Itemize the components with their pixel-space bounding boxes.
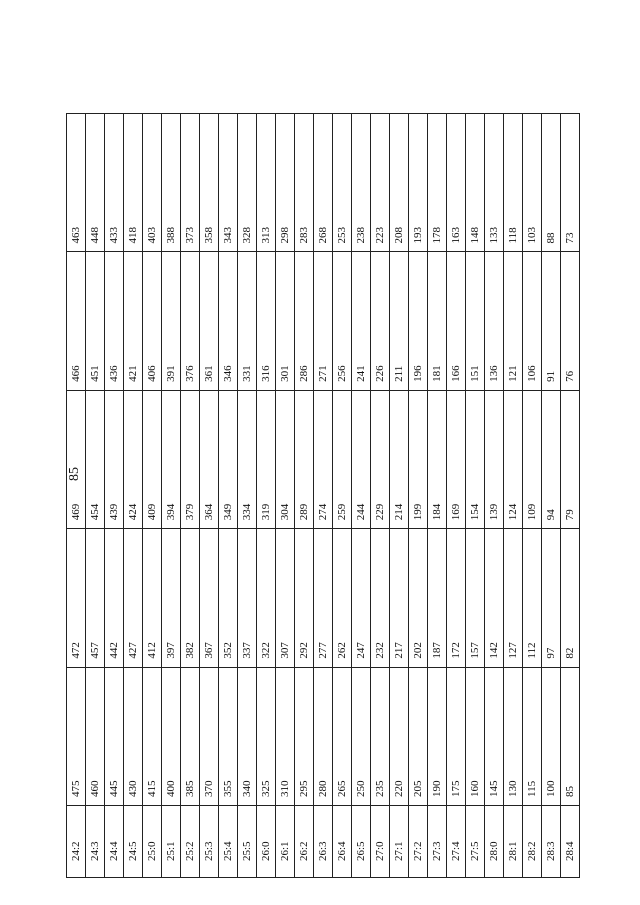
value-cell: 199 — [409, 390, 428, 528]
value-cell: 316 — [257, 252, 276, 390]
value-cell: 88 — [542, 114, 561, 252]
value-cell: 94 — [542, 390, 561, 528]
table-row — [371, 114, 390, 878]
value-cell: 403 — [143, 114, 162, 252]
value-cell: 328 — [238, 114, 257, 252]
value-cell: 250 — [352, 667, 371, 805]
value-cell: 355 — [219, 667, 238, 805]
value-cell: 427 — [124, 529, 143, 667]
value-cell: 274 — [314, 390, 333, 528]
value-cell: 247 — [352, 529, 371, 667]
value-cell: 289 — [295, 390, 314, 528]
value-cell: 379 — [181, 390, 200, 528]
table-row — [314, 114, 333, 878]
value-cell: 205 — [409, 667, 428, 805]
table-row — [466, 114, 485, 878]
table-row — [257, 114, 276, 878]
value-cell: 358 — [200, 114, 219, 252]
value-cell: 298 — [276, 114, 295, 252]
value-cell: 448 — [86, 114, 105, 252]
value-cell: 433 — [105, 114, 124, 252]
row-label-cell: 25:5 — [238, 806, 257, 878]
value-cell: 430 — [124, 667, 143, 805]
value-cell: 142 — [485, 529, 504, 667]
table-body — [67, 114, 580, 878]
value-cell: 103 — [523, 114, 542, 252]
value-cell: 160 — [466, 667, 485, 805]
value-cell: 145 — [485, 667, 504, 805]
value-cell: 265 — [333, 667, 352, 805]
row-label-cell: 27:2 — [409, 806, 428, 878]
table-row — [390, 114, 409, 878]
value-cell: 91 — [542, 252, 561, 390]
value-cell: 175 — [447, 667, 466, 805]
page-number-text: 85 — [67, 467, 82, 481]
value-cell: 100 — [542, 667, 561, 805]
value-cell: 409 — [143, 390, 162, 528]
row-label-cell: 26:1 — [276, 806, 295, 878]
value-cell: 235 — [371, 667, 390, 805]
value-cell: 229 — [371, 390, 390, 528]
table-row — [276, 114, 295, 878]
value-cell: 127 — [504, 529, 523, 667]
value-cell: 244 — [352, 390, 371, 528]
value-cell: 364 — [200, 390, 219, 528]
row-label-cell: 28:1 — [504, 806, 523, 878]
data-table — [66, 113, 580, 878]
row-label-cell: 27:4 — [447, 806, 466, 878]
value-cell: 172 — [447, 529, 466, 667]
value-cell: 169 — [447, 390, 466, 528]
table-row — [447, 114, 466, 878]
value-cell: 163 — [447, 114, 466, 252]
value-cell: 79 — [561, 390, 580, 528]
value-cell: 118 — [504, 114, 523, 252]
row-label-cell: 25:3 — [200, 806, 219, 878]
value-cell: 469 — [67, 390, 86, 528]
value-cell: 463 — [67, 114, 86, 252]
value-cell: 109 — [523, 390, 542, 528]
table-row — [504, 114, 523, 878]
value-cell: 193 — [409, 114, 428, 252]
value-cell: 124 — [504, 390, 523, 528]
value-cell: 283 — [295, 114, 314, 252]
value-cell: 334 — [238, 390, 257, 528]
row-label-cell: 25:4 — [219, 806, 238, 878]
value-cell: 139 — [485, 390, 504, 528]
table-row — [428, 114, 447, 878]
value-cell: 286 — [295, 252, 314, 390]
value-cell: 151 — [466, 252, 485, 390]
value-cell: 382 — [181, 529, 200, 667]
value-cell: 202 — [409, 529, 428, 667]
table-row — [409, 114, 428, 878]
value-cell: 415 — [143, 667, 162, 805]
value-cell: 181 — [428, 252, 447, 390]
row-label-cell: 24:5 — [124, 806, 143, 878]
value-cell: 76 — [561, 252, 580, 390]
table-row — [542, 114, 561, 878]
value-cell: 349 — [219, 390, 238, 528]
value-cell: 157 — [466, 529, 485, 667]
value-cell: 187 — [428, 529, 447, 667]
value-cell: 331 — [238, 252, 257, 390]
value-cell: 292 — [295, 529, 314, 667]
table-row — [561, 114, 580, 878]
row-label-cell: 28:4 — [561, 806, 580, 878]
value-cell: 343 — [219, 114, 238, 252]
value-cell: 277 — [314, 529, 333, 667]
value-cell: 445 — [105, 667, 124, 805]
row-label-cell: 27:1 — [390, 806, 409, 878]
value-cell: 148 — [466, 114, 485, 252]
row-label-cell: 28:2 — [523, 806, 542, 878]
value-cell: 130 — [504, 667, 523, 805]
table-row — [105, 114, 124, 878]
row-label-cell: 25:2 — [181, 806, 200, 878]
value-cell: 301 — [276, 252, 295, 390]
value-cell: 97 — [542, 529, 561, 667]
value-cell: 271 — [314, 252, 333, 390]
value-cell: 361 — [200, 252, 219, 390]
value-cell: 325 — [257, 667, 276, 805]
value-cell: 154 — [466, 390, 485, 528]
value-cell: 319 — [257, 390, 276, 528]
value-cell: 457 — [86, 529, 105, 667]
value-cell: 400 — [162, 667, 181, 805]
value-cell: 454 — [86, 390, 105, 528]
value-cell: 412 — [143, 529, 162, 667]
table-row — [219, 114, 238, 878]
value-cell: 184 — [428, 390, 447, 528]
value-cell: 178 — [428, 114, 447, 252]
value-cell: 112 — [523, 529, 542, 667]
value-cell: 232 — [371, 529, 390, 667]
row-label-cell: 24:3 — [86, 806, 105, 878]
value-cell: 136 — [485, 252, 504, 390]
value-cell: 421 — [124, 252, 143, 390]
row-label-cell: 26:3 — [314, 806, 333, 878]
row-label-cell: 26:2 — [295, 806, 314, 878]
value-cell: 337 — [238, 529, 257, 667]
value-cell: 256 — [333, 252, 352, 390]
value-cell: 106 — [523, 252, 542, 390]
value-cell: 313 — [257, 114, 276, 252]
value-cell: 340 — [238, 667, 257, 805]
row-label-cell: 27:5 — [466, 806, 485, 878]
value-cell: 190 — [428, 667, 447, 805]
value-cell: 370 — [200, 667, 219, 805]
value-cell: 214 — [390, 390, 409, 528]
value-cell: 418 — [124, 114, 143, 252]
value-cell: 439 — [105, 390, 124, 528]
row-label-cell: 25:0 — [143, 806, 162, 878]
value-cell: 304 — [276, 390, 295, 528]
row-label-cell: 27:0 — [371, 806, 390, 878]
table-row — [143, 114, 162, 878]
value-cell: 346 — [219, 252, 238, 390]
value-cell: 166 — [447, 252, 466, 390]
table-row — [485, 114, 504, 878]
value-cell: 73 — [561, 114, 580, 252]
value-cell: 307 — [276, 529, 295, 667]
value-cell: 352 — [219, 529, 238, 667]
value-cell: 388 — [162, 114, 181, 252]
value-cell: 460 — [86, 667, 105, 805]
value-cell: 466 — [67, 252, 86, 390]
value-cell: 220 — [390, 667, 409, 805]
row-label-cell: 28:0 — [485, 806, 504, 878]
value-cell: 115 — [523, 667, 542, 805]
value-cell: 223 — [371, 114, 390, 252]
row-label-cell: 24:2 — [67, 806, 86, 878]
value-cell: 241 — [352, 252, 371, 390]
table-row — [352, 114, 371, 878]
value-cell: 385 — [181, 667, 200, 805]
value-cell: 226 — [371, 252, 390, 390]
value-cell: 196 — [409, 252, 428, 390]
table-container — [66, 113, 576, 878]
value-cell: 436 — [105, 252, 124, 390]
value-cell: 310 — [276, 667, 295, 805]
value-cell: 475 — [67, 667, 86, 805]
table-row — [523, 114, 542, 878]
value-cell: 451 — [86, 252, 105, 390]
value-cell: 394 — [162, 390, 181, 528]
value-cell: 268 — [314, 114, 333, 252]
value-cell: 211 — [390, 252, 409, 390]
value-cell: 373 — [181, 114, 200, 252]
table-row — [238, 114, 257, 878]
value-cell: 238 — [352, 114, 371, 252]
table-row — [295, 114, 314, 878]
value-cell: 472 — [67, 529, 86, 667]
value-cell: 322 — [257, 529, 276, 667]
value-cell: 208 — [390, 114, 409, 252]
row-label-cell: 28:3 — [542, 806, 561, 878]
value-cell: 397 — [162, 529, 181, 667]
row-label-cell: 26:4 — [333, 806, 352, 878]
row-label-cell: 26:0 — [257, 806, 276, 878]
table-row — [162, 114, 181, 878]
value-cell: 406 — [143, 252, 162, 390]
row-label-cell: 24:4 — [105, 806, 124, 878]
table-row — [181, 114, 200, 878]
value-cell: 82 — [561, 529, 580, 667]
table-row — [124, 114, 143, 878]
value-cell: 262 — [333, 529, 352, 667]
table-row — [333, 114, 352, 878]
value-cell: 376 — [181, 252, 200, 390]
value-cell: 85 — [561, 667, 580, 805]
value-cell: 133 — [485, 114, 504, 252]
value-cell: 253 — [333, 114, 352, 252]
value-cell: 280 — [314, 667, 333, 805]
value-cell: 367 — [200, 529, 219, 667]
value-cell: 259 — [333, 390, 352, 528]
value-cell: 391 — [162, 252, 181, 390]
row-label-cell: 26:5 — [352, 806, 371, 878]
value-cell: 121 — [504, 252, 523, 390]
value-cell: 217 — [390, 529, 409, 667]
row-label-cell: 27:3 — [428, 806, 447, 878]
table-row — [200, 114, 219, 878]
table-row — [67, 114, 86, 878]
value-cell: 442 — [105, 529, 124, 667]
table-row — [86, 114, 105, 878]
value-cell: 295 — [295, 667, 314, 805]
row-label-cell: 25:1 — [162, 806, 181, 878]
value-cell: 424 — [124, 390, 143, 528]
